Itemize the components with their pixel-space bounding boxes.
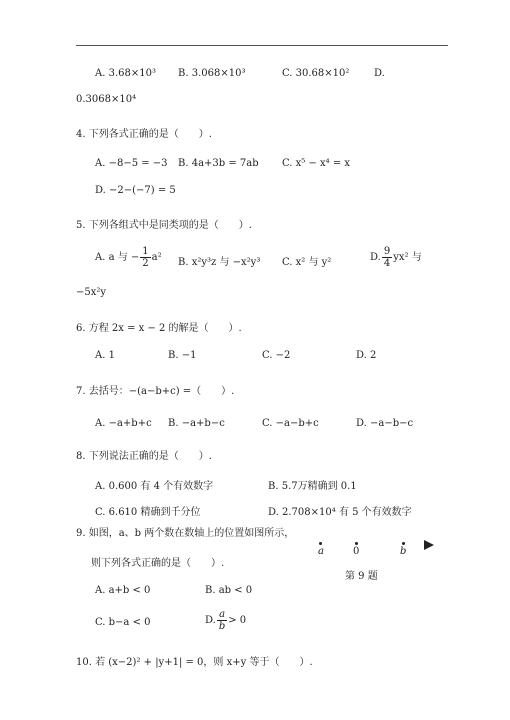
arrow-right-icon bbox=[424, 540, 434, 550]
q9-option-d bbox=[205, 609, 246, 632]
figure-caption: 第 9 题 bbox=[345, 571, 378, 582]
q3-option-b: B. 3.068×10³ bbox=[178, 68, 246, 79]
q6-stem: 6. 方程 2x = x − 2 的解是（ ）. bbox=[76, 323, 242, 334]
q4-option-a: A. −8−5 = −3 bbox=[95, 158, 168, 169]
point-a-marker bbox=[319, 542, 322, 545]
q6-option-d: D. 2 bbox=[356, 350, 377, 361]
point-b-label: b bbox=[400, 546, 407, 557]
q9-option-a: A. a+b < 0 bbox=[95, 585, 151, 596]
q5-option-a bbox=[95, 246, 162, 269]
q3-option-a: A. 3.68×10³ bbox=[95, 68, 156, 79]
q7-option-d: D. −a−b−c bbox=[356, 418, 414, 429]
point-a-label: a bbox=[318, 546, 324, 557]
q5-option-d-prefix: D. bbox=[370, 252, 381, 263]
q7-option-a: A. −a+b+c bbox=[95, 418, 152, 429]
q4-option-b: B. 4a+3b = 7ab bbox=[178, 158, 259, 169]
q7-option-b: B. −a+b−c bbox=[168, 418, 225, 429]
q9-option-d-prefix: D. bbox=[205, 615, 216, 626]
point-b-marker bbox=[402, 542, 405, 545]
q9-option-d-suffix: > 0 bbox=[228, 615, 247, 626]
q9-option-b: B. ab < 0 bbox=[205, 585, 253, 596]
q10-stem: 10. 若 (x−2)² + |y+1| = 0，则 x+y 等于（ ）. bbox=[76, 657, 313, 668]
q3-option-d: D. bbox=[374, 68, 385, 79]
q8-option-a: A. 0.600 有 4 个有效数字 bbox=[95, 481, 214, 492]
q5-stem: 5. 下列各组式中是同类项的是（ ）. bbox=[76, 220, 252, 231]
q5-option-d bbox=[370, 246, 422, 269]
q4-option-d: D. −2−(−7) = 5 bbox=[95, 185, 176, 196]
q4-option-c: C. x⁵ − x⁴ = x bbox=[282, 158, 351, 169]
q8-option-d: D. 2.708×10⁴ 有 5 个有效数字 bbox=[268, 507, 412, 518]
q5-d-frac-denominator: 4 bbox=[383, 258, 391, 269]
q6-option-b: B. −1 bbox=[168, 350, 197, 361]
q7-stem: 7. 去括号：−(a−b+c) =（ ）. bbox=[76, 386, 235, 397]
q9-d-frac-denominator: b bbox=[218, 621, 226, 632]
origin-marker bbox=[355, 542, 358, 545]
q5-option-d-continued: −5x²y bbox=[76, 287, 107, 298]
q5-a-frac-denominator: 2 bbox=[142, 258, 149, 269]
origin-label: 0 bbox=[353, 546, 360, 557]
q5-option-d-suffix: yx² 与 bbox=[393, 252, 422, 263]
q9-stem-line2: 则下列各式正确的是（ ）. bbox=[91, 558, 225, 569]
q5-d-frac-numerator: 9 bbox=[383, 246, 391, 257]
q4-stem: 4. 下列各式正确的是（ ）. bbox=[76, 129, 212, 140]
q5-option-a-fraction bbox=[140, 246, 150, 269]
q5-option-a-prefix: A. a 与 − bbox=[95, 252, 140, 263]
q5-option-d-fraction bbox=[382, 246, 392, 269]
q6-option-c: C. −2 bbox=[262, 350, 291, 361]
top-rule bbox=[76, 45, 448, 46]
q5-a-frac-numerator: 1 bbox=[142, 246, 149, 257]
q9-option-d-fraction bbox=[217, 609, 227, 632]
q8-option-c: C. 6.610 精确到千分位 bbox=[95, 507, 201, 518]
q3-option-c: C. 30.68×10² bbox=[282, 68, 350, 79]
q5-option-b: B. x²y³z 与 −x²y³ bbox=[178, 257, 261, 268]
q3-option-d-continued: 0.3068×10⁴ bbox=[76, 94, 137, 105]
q5-option-a-suffix: a² bbox=[151, 252, 162, 263]
q9-d-frac-numerator: a bbox=[217, 609, 227, 621]
q6-option-a: A. 1 bbox=[95, 350, 115, 361]
q8-stem: 8. 下列说法正确的是（ ）. bbox=[76, 451, 212, 462]
q8-option-b: B. 5.7万精确到 0.1 bbox=[268, 481, 357, 492]
q9-option-c: C. b−a < 0 bbox=[95, 617, 151, 628]
q5-option-c: C. x² 与 y² bbox=[282, 257, 332, 268]
q7-option-c: C. −a−b+c bbox=[262, 418, 319, 429]
q9-stem: 9. 如图，a、b 两个数在数轴上的位置如图所示， bbox=[76, 528, 295, 539]
